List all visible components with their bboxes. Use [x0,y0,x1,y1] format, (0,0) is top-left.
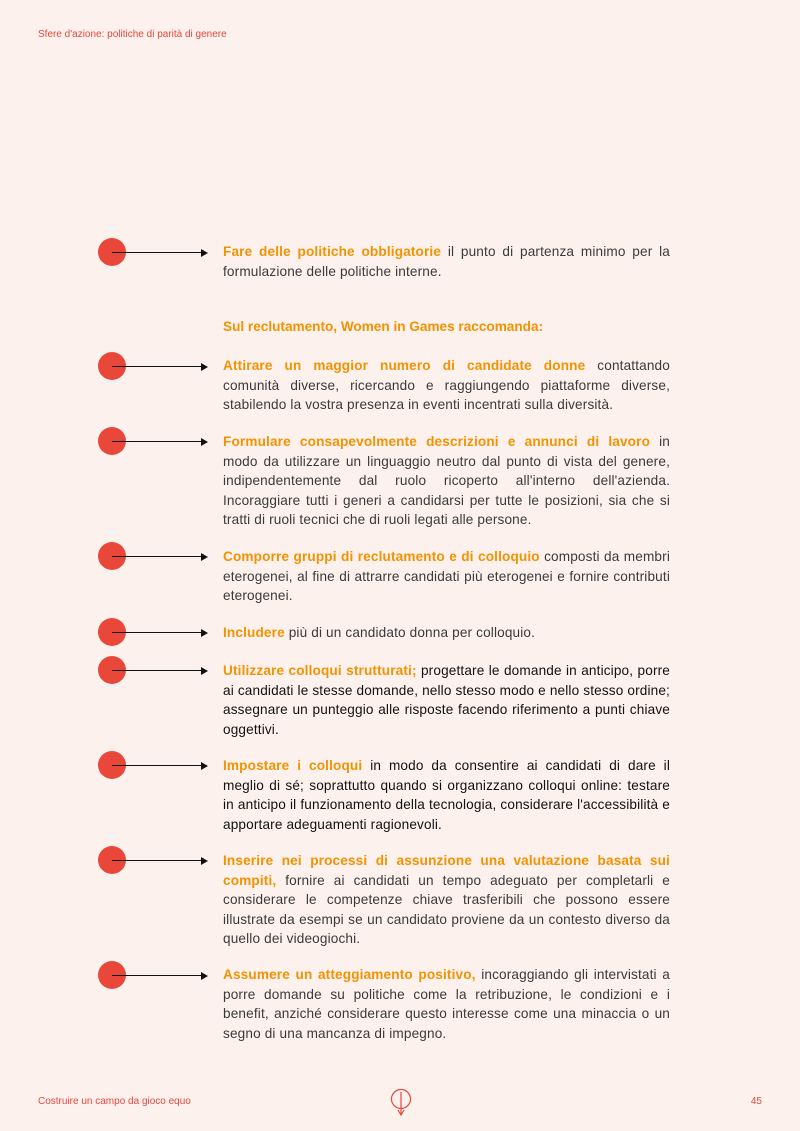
list-item-text [223,661,670,739]
list-item-highlight: Impostare i colloqui [223,758,363,773]
list-item-body: incoraggiando gli intervistati a porre domande su politiche come la retribuzione, le condizioni e i benefit, anziché considerare questo interesse come una minaccia o un segno di una mancanza di impegno. [223,967,670,1041]
list-item-highlight: Assumere un atteggiamento positivo, [223,967,476,982]
running-footer: Costruire un campo da gioco equo [38,1096,191,1107]
list-item-highlight: Inserire nei processi di assunzione una valutazione basata sui compiti, [223,853,670,888]
page-number: 45 [750,1096,762,1107]
list-item-highlight: Utilizzare colloqui strutturati; [223,663,417,678]
intro-body: il punto di partenza minimo per la formulazione delle politiche interne. [223,244,670,279]
bullet-arrow-icon [112,441,202,442]
bullet-arrow-icon [112,252,202,253]
bullet-arrow-icon [112,670,202,671]
list-item-text [223,623,670,643]
list-item-highlight: Comporre gruppi di reclutamento e di colloquio [223,549,540,564]
list-item-body: contattando comunità diverse, ricercando e raggiungendo piattaforme diverse, stabilendo la vostra presenza in eventi incentrati sulla diversità. [223,358,670,412]
list-item-body: in modo da utilizzare un linguaggio neutro dal punto di vista del genere, indipendentemente dal ruolo ricoperto all'interno dell'azienda. Incoraggiare tutti i generi a candidarsi per tutte le posizioni, sia che si tratti di ruoli tecnici che di ruoli legati alle persone. [223,434,670,527]
list-item-body: composti da membri eterogenei, al fine di attrarre candidati più eterogenei e fornire contributi eterogenei. [223,549,670,603]
bullet-arrow-icon [112,975,202,976]
section-subheading: Sul reclutamento, Women in Games raccomanda: [223,319,544,334]
bullet-arrow-icon [112,765,202,766]
list-item-highlight: Includere [223,625,285,640]
bullet-arrow-icon [112,632,202,633]
list-item-body: progettare le domande in anticipo, porre ai candidati le stesse domande, nello stesso modo e nello stesso ordine; assegnare un punteggio alle risposte facendo riferimento a punti chiave oggettivi. [223,663,671,737]
list-item-body: fornire ai candidati un tempo adeguato per completarli e considerare le competenze chiave trasferibili che possono essere illustrate da esempi se un candidato proviene da un contesto diverso da quello dei videogiochi. [223,872,670,946]
list-item-highlight: Attirare un maggior numero di candidate donne [223,358,586,373]
down-arrow-circle-icon [390,1088,412,1118]
list-item-text [223,432,670,530]
bullet-arrow-icon [112,556,202,557]
running-header: Sfere d'azione: politiche di parità di genere [38,29,227,40]
bullet-arrow-icon [112,366,202,367]
list-item-body: in modo da consentire ai candidati di dare il meglio di sé; soprattutto quando si organizzano colloqui online: testare in anticipo il funzionamento della tecnologia, considerare l'accessibilità e apportare adeguamenti ragionevoli. [223,758,671,832]
intro-text [223,242,670,281]
list-item-text [223,756,670,834]
list-item-text [223,356,670,415]
list-item-text [223,851,670,949]
list-item-text [223,965,670,1043]
list-item-body: più di un candidato donna per colloquio. [284,625,536,640]
intro-highlight: Fare delle politiche obbligatorie [223,244,442,259]
bullet-arrow-icon [112,860,202,861]
list-item-text [223,547,670,606]
list-item-highlight: Formulare consapevolmente descrizioni e annunci di lavoro [223,434,651,449]
